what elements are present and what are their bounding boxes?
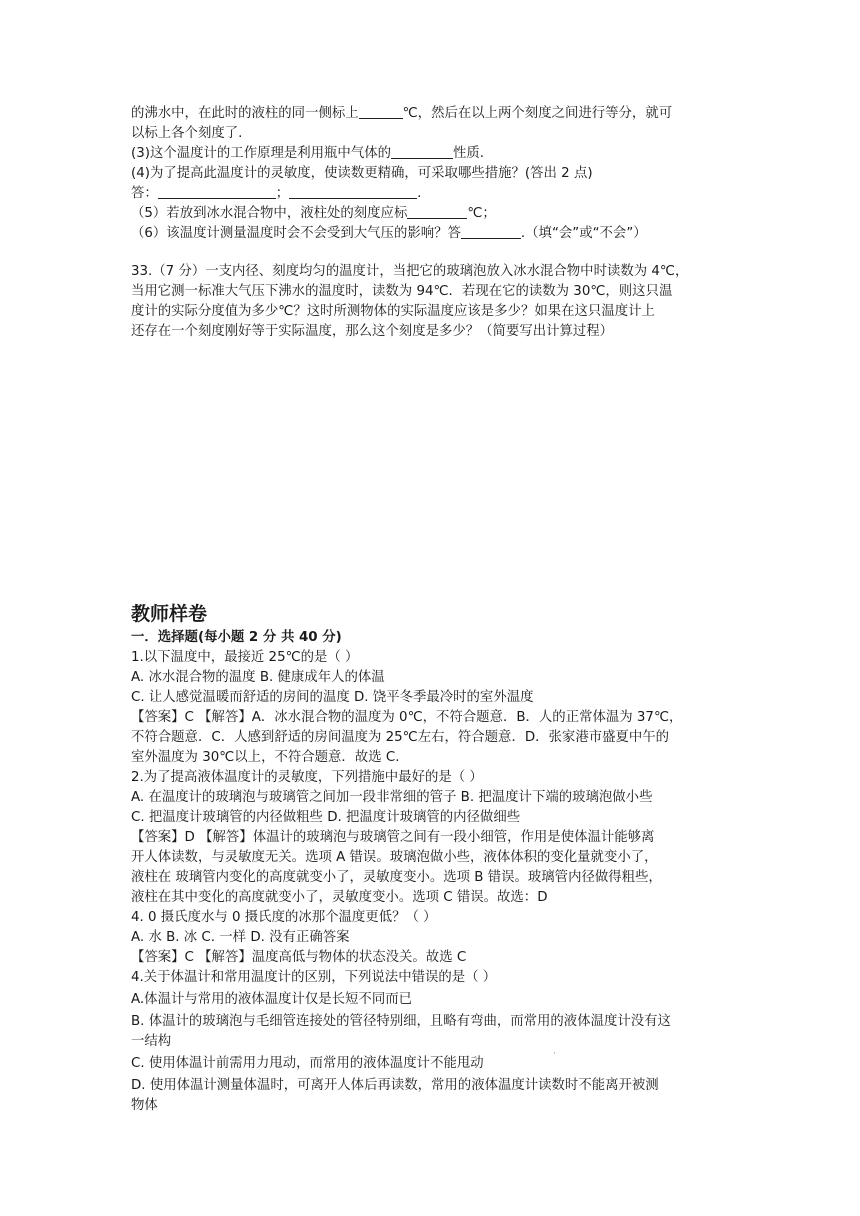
text-line: 液柱在 玻璃管内变化的高度就变小了，灵敏度变小。选项 B 错误。玻璃管内径做得粗些， — [131, 870, 662, 885]
stray-mark: · — [553, 1049, 556, 1059]
teacher-sample-title: 教师样卷 — [131, 603, 208, 625]
text: （6）该温度计测量温度时会不会受到大气压的影响？答 — [131, 226, 461, 241]
text-line: A. 在温度计的玻璃泡与玻璃管之间加一段非常细的管子 B. 把温度计下端的玻璃泡做小些 — [131, 790, 653, 805]
text-line: 开人体读数，与灵敏度无关。选项 A 错误。玻璃泡做小些，液体体积的变化量就变小了， — [131, 850, 658, 865]
text-line: 4.关于体温计和常用温度计的区别，下列说法中错误的是（ ） — [131, 970, 497, 985]
text-line: 室外温度为 30℃以上，不符合题意．故选 C. — [131, 750, 400, 765]
question-33-line: 当用它测一标准大气压下沸水的温度时，读数为 94℃．若现在它的读数为 30℃，则这只温 — [131, 284, 673, 299]
answer-blank — [359, 104, 403, 119]
text-line: C. 把温度计玻璃管的内径做粗些 D. 把温度计玻璃管的内径做细些 — [131, 810, 521, 825]
text-line: A. 水 B. 冰 C. 一样 D. 没有正确答案 — [131, 930, 350, 945]
text-line — [131, 184, 731, 204]
text-line: B. 体温计的玻璃泡与毛细管连接处的管径特别细，且略有弯曲，而常用的液体温度计没有这 — [131, 1014, 671, 1029]
question-33-line: 33.（7 分）一支内径、刻度均匀的温度计，当把它的玻璃泡放入冰水混合物中时读数为 4℃， — [131, 264, 689, 279]
answer-blank — [461, 224, 521, 239]
question-33-line: 度计的实际分度值为多少℃？这时所测物体的实际温度应该是多少？如果在这只温度计上 — [131, 304, 655, 319]
text-line — [131, 224, 731, 244]
text: 答： — [131, 186, 158, 201]
text-line: 1.以下温度中，最接近 25℃的是（ ） — [131, 650, 359, 665]
text-line: 不符合题意．C．人感到舒适的房间温度为 25℃左右，符合题意．D．张家港市盛夏中午的 — [131, 730, 670, 745]
text: （5）若放到冰水混合物中，液柱处的刻度应标 — [131, 206, 408, 221]
text-line: A.体温计与常用的液体温度计仅是长短不同而已 — [131, 992, 412, 1007]
text-line: 4. 0 摄氏度水与 0 摄氏度的冰那个温度更低？（ ） — [131, 910, 437, 925]
text-line: 2.为了提高液体温度计的灵敏度，下列措施中最好的是（ ） — [131, 770, 483, 785]
text: ℃； — [467, 206, 496, 221]
text-line — [131, 104, 731, 124]
text-line: 【答案】C 【解答】A．冰水混合物的温度为 0℃，不符合题意．B．人的正常体温为 37℃， — [131, 710, 683, 725]
text-line: 【答案】D 【解答】体温计的玻璃泡与玻璃管之间有一段小细管，作用是使体温计能够离 — [131, 830, 655, 845]
text: 的沸水中，在此时的液柱的同一侧标上 — [131, 106, 359, 121]
text-line: C. 使用体温计前需用力甩动，而常用的液体温度计不能甩动 — [131, 1056, 484, 1071]
text: .（填“会”或“不会”） — [520, 226, 647, 241]
text-line: C. 让人感觉温暖而舒适的房间的温度 D. 饶平冬季最冷时的室外温度 — [131, 690, 534, 705]
text: . — [417, 186, 422, 201]
text-line — [131, 144, 731, 164]
text-line: 以标上各个刻度了. — [131, 126, 243, 141]
question-33-line: 还存在一个刻度刚好等于实际温度，那么这个刻度是多少？（简要写出计算过程） — [131, 324, 614, 339]
text-line: 液柱在其中变化的高度就变小了，灵敏度变小。选项 C 错误。故选：D — [131, 890, 548, 905]
text-line: (4)为了提高此温度计的灵敏度，使读数更精确，可采取哪些措施？(答出 2 点) — [131, 166, 593, 181]
answer-blank — [391, 144, 453, 159]
text-line: A. 冰水混合物的温度 B. 健康成年人的体温 — [131, 670, 385, 685]
text-line: D. 使用体温计测量体温时，可离开人体后再读数，常用的液体温度计读数时不能离开被测 — [131, 1078, 659, 1093]
answer-blank — [407, 204, 467, 219]
text-line: 【答案】C 【解答】温度高低与物体的状态没关。故选 C — [131, 950, 467, 965]
text-line: 一结构 — [131, 1034, 172, 1049]
section-heading: 一．选择题(每小题 2 分 共 40 分) — [131, 630, 342, 645]
text: (3)这个温度计的工作原理是利用瓶中气体的 — [131, 146, 391, 161]
text-line: 物体 — [131, 1098, 158, 1113]
text-line — [131, 204, 731, 224]
answer-blank — [158, 184, 276, 199]
text: ； — [275, 186, 290, 201]
answer-blank — [289, 184, 417, 199]
text: ℃，然后在以上两个刻度之间进行等分，就可 — [402, 106, 673, 121]
text: 性质. — [453, 146, 485, 161]
